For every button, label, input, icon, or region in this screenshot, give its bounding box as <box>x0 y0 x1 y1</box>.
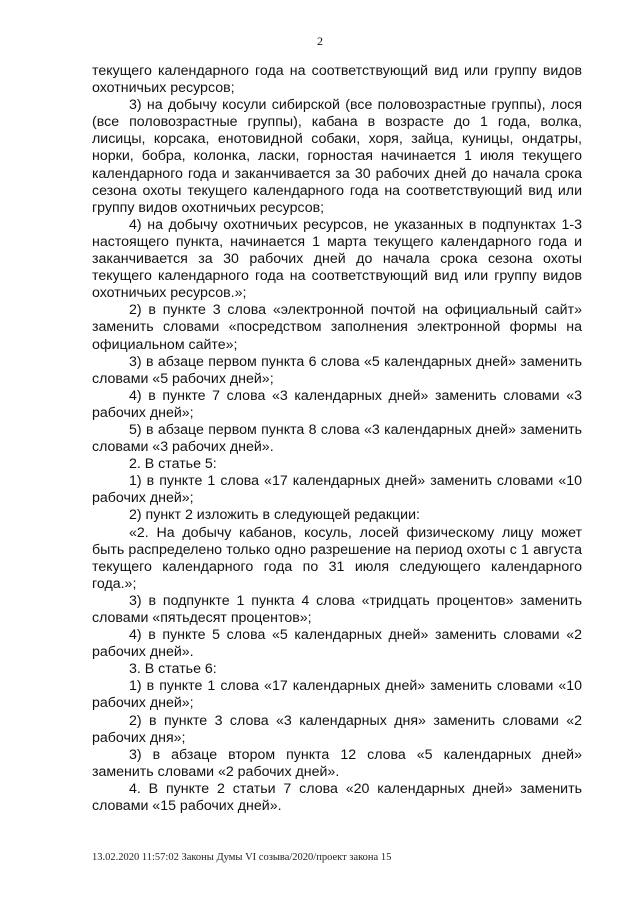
paragraph: 2) в пункте 3 слова «3 календарных дня» заменить словами «2 рабочих дня»; <box>92 712 582 746</box>
paragraph: 4. В пункте 2 статьи 7 слова «20 календарных дней» заменить словами «15 рабочих дней». <box>92 780 582 815</box>
paragraph: 2) в пункте 3 слова «электронной почтой на официальный сайт» заменить словами «посредством заполнения электронной формы на официальном сайте»; <box>92 302 582 353</box>
paragraph: 4) в пункте 5 слова «5 календарных дней» заменить словами «2 рабочих дней». <box>92 627 582 661</box>
paragraph: 1) в пункте 1 слова «17 календарных дней» заменить словами «10 рабочих дней»; <box>92 678 582 712</box>
paragraph: 4) на добычу охотничьих ресурсов, не указанных в подпунктах 1-3 настоящего пункта, начинается 1 марта текущего календарного года и заканчивается за 30 рабочих дней до начала срока сезона охоты текущего календарного года на соответствующий вид или группу видов охотничьих ресурсов.»; <box>92 216 582 302</box>
document-body <box>92 63 582 815</box>
paragraph: 2. В статье 5: <box>129 456 217 473</box>
paragraph: 5) в абзаце первом пункта 8 слова «3 календарных дней» заменить словами «3 рабочих дней». <box>92 421 582 456</box>
paragraph: 3. В статье 6: <box>129 661 217 678</box>
paragraph: 3) в абзаце первом пункта 6 слова «5 календарных дней» заменить словами «5 рабочих дней»; <box>92 353 582 387</box>
page-number: 2 <box>317 34 323 48</box>
paragraph: 3) в подпункте 1 пункта 4 слова «тридцать процентов» заменить словами «пятьдесят процентов»; <box>92 592 582 626</box>
paragraph: 3) на добычу косули сибирской (все половозрастные группы), лося (все половозрастные группы), кабана в возрасте до 1 года, волка, лисицы, корсака, енотовидной собаки, хоря, зайца, куницы, ондатры, норки, бобра, колонка, ласки, горностая начинается 1 июля текущего календарного года и заканчивается за 30 рабочих дней до начала срока сезона охоты текущего календарного года на соответствующий вид или группу видов охотничьих ресурсов; <box>92 97 582 216</box>
paragraph: 2) пункт 2 изложить в следующей редакции: <box>129 507 420 524</box>
paragraph: «2. На добычу кабанов, косуль, лосей физическому лицу может быть распределено только одно разрешение на период охоты с 1 августа текущего календарного года по 31 июля следующего календарного года.»; <box>92 524 582 592</box>
paragraph: 4) в пункте 7 слова «3 календарных дней» заменить словами «3 рабочих дней»; <box>92 387 582 421</box>
paragraph-continuation: текущего календарного года на соответствующий вид или группу видов охотничьих ресурсов; <box>92 63 582 97</box>
footer-stamp: 13.02.2020 11:57:02 Законы Думы VI созыва/2020/проект закона 15 <box>92 852 392 863</box>
paragraph: 1) в пункте 1 слова «17 календарных дней» заменить словами «10 рабочих дней»; <box>92 473 582 507</box>
paragraph: 3) в абзаце втором пункта 12 слова «5 календарных дней» заменить словами «2 рабочих дней». <box>92 746 582 780</box>
